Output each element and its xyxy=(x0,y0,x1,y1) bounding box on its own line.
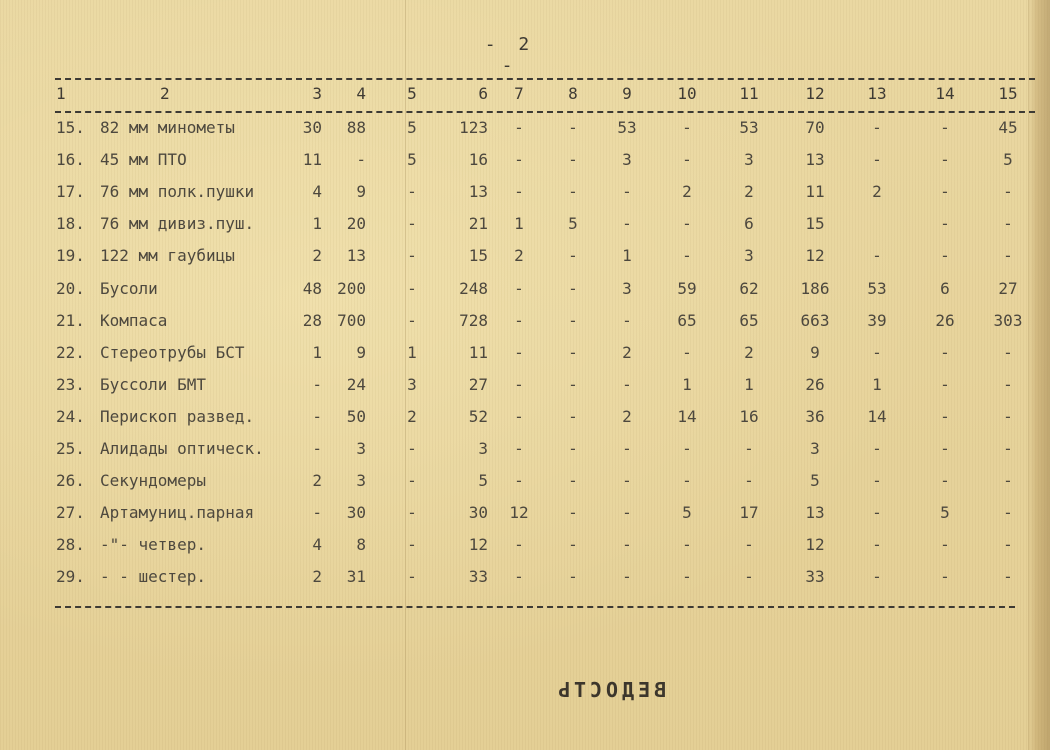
table-cell: 4 xyxy=(312,182,322,201)
table-cell: - xyxy=(568,375,578,394)
table-cell: - xyxy=(1003,567,1013,586)
row-number: 18. xyxy=(56,214,85,233)
table-cell: 1 xyxy=(744,375,754,394)
table-cell: - xyxy=(568,118,578,137)
table-row xyxy=(0,533,1050,563)
column-header: 2 xyxy=(160,84,170,103)
table-cell: - xyxy=(568,246,578,265)
table-cell: - xyxy=(872,150,882,169)
table-cell: - xyxy=(872,503,882,522)
table-cell: 21 xyxy=(468,214,488,233)
table-cell: - xyxy=(407,503,417,522)
table-row xyxy=(0,244,1050,274)
table-cell: - xyxy=(514,535,524,554)
table-row xyxy=(0,501,1050,531)
mirrored-footer-text: ВЕДОСТЬ xyxy=(553,678,667,702)
table-cell: - xyxy=(744,471,754,490)
table-cell: - xyxy=(622,214,632,233)
column-header: 14 xyxy=(935,84,955,103)
row-number: 26. xyxy=(56,471,85,490)
item-name: 45 мм ПТО xyxy=(100,150,187,169)
table-cell: - xyxy=(568,311,578,330)
item-name: Буссоли БМТ xyxy=(100,375,206,394)
item-name: Секундомеры xyxy=(100,471,206,490)
table-row xyxy=(0,212,1050,242)
table-cell: 26 xyxy=(935,311,955,330)
table-cell: - xyxy=(1003,471,1013,490)
table-cell: 24 xyxy=(346,375,366,394)
table-row xyxy=(0,341,1050,371)
table-cell: - xyxy=(744,439,754,458)
row-number: 25. xyxy=(56,439,85,458)
table-cell: - xyxy=(682,439,692,458)
table-cell: 12 xyxy=(805,246,825,265)
table-cell: 5 xyxy=(940,503,950,522)
column-header: 9 xyxy=(622,84,632,103)
table-cell: 2 xyxy=(622,407,632,426)
table-cell: - xyxy=(1003,343,1013,362)
table-cell: - xyxy=(407,311,417,330)
item-name: Стереотрубы БСТ xyxy=(100,343,245,362)
table-cell: - xyxy=(940,439,950,458)
table-cell: 48 xyxy=(302,279,322,298)
table-cell: - xyxy=(682,343,692,362)
table-cell: 13 xyxy=(346,246,366,265)
table-cell: - xyxy=(568,182,578,201)
table-cell: 1 xyxy=(682,375,692,394)
table-cell: 2 xyxy=(622,343,632,362)
column-header: 3 xyxy=(312,84,322,103)
table-cell: - xyxy=(312,439,322,458)
table-cell: 13 xyxy=(805,150,825,169)
table-row xyxy=(0,309,1050,339)
table-cell: - xyxy=(940,567,950,586)
item-name: 76 мм полк.пушки xyxy=(100,182,255,201)
table-cell: - xyxy=(872,471,882,490)
column-header: 15 xyxy=(998,84,1018,103)
table-cell: - xyxy=(514,407,524,426)
table-cell: - xyxy=(682,535,692,554)
table-cell: - xyxy=(407,439,417,458)
table-cell: - xyxy=(872,118,882,137)
table-cell: - xyxy=(682,118,692,137)
table-cell: - xyxy=(940,343,950,362)
table-cell: - xyxy=(872,567,882,586)
table-cell: 9 xyxy=(356,343,366,362)
table-cell: 1 xyxy=(514,214,524,233)
table-cell: 5 xyxy=(478,471,488,490)
table-cell: - xyxy=(872,439,882,458)
table-cell: 2 xyxy=(312,471,322,490)
table-cell: - xyxy=(568,567,578,586)
table-cell: 45 xyxy=(998,118,1018,137)
table-cell: - xyxy=(1003,439,1013,458)
column-header: 4 xyxy=(356,84,366,103)
table-header-row xyxy=(0,82,1050,112)
item-name: Бусоли xyxy=(100,279,158,298)
table-cell: 1 xyxy=(407,343,417,362)
table-cell: - xyxy=(622,182,632,201)
table-cell: - xyxy=(407,214,417,233)
table-cell: 9 xyxy=(356,182,366,201)
table-cell: 5 xyxy=(407,150,417,169)
table-cell: 663 xyxy=(800,311,830,330)
column-header: 5 xyxy=(407,84,417,103)
table-cell: - xyxy=(514,118,524,137)
table-cell: 2 xyxy=(312,567,322,586)
table-cell: 2 xyxy=(744,182,754,201)
table-cell: 3 xyxy=(356,471,366,490)
table-cell: - xyxy=(940,118,950,137)
table-cell: 2 xyxy=(514,246,524,265)
table-cell: - xyxy=(568,503,578,522)
table-cell: - xyxy=(1003,503,1013,522)
row-number: 22. xyxy=(56,343,85,362)
table-cell: 5 xyxy=(407,118,417,137)
table-cell: 5 xyxy=(810,471,820,490)
page-number: - 2 - xyxy=(484,34,536,76)
table-cell: - xyxy=(622,471,632,490)
table-cell: - xyxy=(940,246,950,265)
table-cell: - xyxy=(744,567,754,586)
row-number: 24. xyxy=(56,407,85,426)
table-cell: 3 xyxy=(622,150,632,169)
table-cell: - xyxy=(407,471,417,490)
table-cell: 36 xyxy=(805,407,825,426)
table-cell: 2 xyxy=(744,343,754,362)
table-cell: - xyxy=(940,407,950,426)
table-cell: 31 xyxy=(346,567,366,586)
table-row xyxy=(0,148,1050,178)
table-cell: - xyxy=(407,535,417,554)
table-cell: 53 xyxy=(739,118,759,137)
table-cell: 4 xyxy=(312,535,322,554)
table-cell: - xyxy=(356,150,366,169)
table-cell: 2 xyxy=(407,407,417,426)
table-cell: 3 xyxy=(744,150,754,169)
table-cell: 303 xyxy=(993,311,1023,330)
table-cell: 28 xyxy=(302,311,322,330)
table-cell: - xyxy=(407,246,417,265)
table-cell: 5 xyxy=(568,214,578,233)
table-cell: - xyxy=(1003,407,1013,426)
table-cell: - xyxy=(872,535,882,554)
table-cell: 2 xyxy=(872,182,882,201)
table-cell: 15 xyxy=(805,214,825,233)
row-number: 21. xyxy=(56,311,85,330)
table-cell: - xyxy=(568,407,578,426)
table-cell: 1 xyxy=(622,246,632,265)
table-cell: 50 xyxy=(346,407,366,426)
table-cell: 62 xyxy=(739,279,759,298)
table-cell: - xyxy=(514,343,524,362)
table-cell: - xyxy=(407,182,417,201)
row-number: 16. xyxy=(56,150,85,169)
table-cell: - xyxy=(744,535,754,554)
table-cell: 6 xyxy=(744,214,754,233)
table-cell: 14 xyxy=(867,407,887,426)
table-cell: - xyxy=(568,471,578,490)
item-name: Артамуниц.парная xyxy=(100,503,255,522)
table-cell: - xyxy=(622,311,632,330)
table-cell: 88 xyxy=(346,118,366,137)
table-cell: 52 xyxy=(468,407,488,426)
item-name: -"- четвер. xyxy=(100,535,206,554)
table-cell: 33 xyxy=(468,567,488,586)
table-cell: - xyxy=(568,343,578,362)
table-cell: 3 xyxy=(407,375,417,394)
table-row xyxy=(0,277,1050,307)
table-cell: 3 xyxy=(810,439,820,458)
table-cell: 33 xyxy=(805,567,825,586)
table-cell: - xyxy=(514,567,524,586)
table-cell: - xyxy=(940,471,950,490)
table-cell: - xyxy=(568,535,578,554)
table-cell: 11 xyxy=(805,182,825,201)
column-header: 12 xyxy=(805,84,825,103)
table-cell: - xyxy=(312,375,322,394)
table-cell: - xyxy=(514,375,524,394)
table-cell: - xyxy=(682,246,692,265)
table-cell: 728 xyxy=(459,311,488,330)
table-cell: 14 xyxy=(677,407,697,426)
table-cell: 70 xyxy=(805,118,825,137)
table-cell: 53 xyxy=(867,279,887,298)
column-header: 11 xyxy=(739,84,759,103)
table-row xyxy=(0,565,1050,595)
table-cell: - xyxy=(514,150,524,169)
table-row xyxy=(0,437,1050,467)
table-cell: - xyxy=(622,439,632,458)
table-cell: - xyxy=(872,246,882,265)
table-cell: 8 xyxy=(356,535,366,554)
table-cell: - xyxy=(622,503,632,522)
table-cell: 1 xyxy=(312,214,322,233)
column-header: 10 xyxy=(677,84,697,103)
table-cell: 12 xyxy=(805,535,825,554)
table-cell: 3 xyxy=(622,279,632,298)
table-cell: 12 xyxy=(509,503,529,522)
item-name: Перископ развед. xyxy=(100,407,255,426)
item-name: 76 мм дивиз.пуш. xyxy=(100,214,255,233)
row-number: 27. xyxy=(56,503,85,522)
table-cell: - xyxy=(407,567,417,586)
table-cell: 3 xyxy=(478,439,488,458)
row-number: 17. xyxy=(56,182,85,201)
column-header: 8 xyxy=(568,84,578,103)
table-cell: 1 xyxy=(872,375,882,394)
table-cell: 2 xyxy=(312,246,322,265)
table-cell: 3 xyxy=(744,246,754,265)
table-cell: 30 xyxy=(346,503,366,522)
table-cell: - xyxy=(940,535,950,554)
table-cell: 30 xyxy=(468,503,488,522)
item-name: Компаса xyxy=(100,311,168,330)
column-header: 6 xyxy=(478,84,488,103)
table-cell: - xyxy=(514,182,524,201)
table-cell: 13 xyxy=(468,182,488,201)
table-cell: 123 xyxy=(459,118,488,137)
table-cell: - xyxy=(682,214,692,233)
table-cell: 17 xyxy=(739,503,759,522)
table-cell: 9 xyxy=(810,343,820,362)
table-cell: - xyxy=(1003,375,1013,394)
table-cell: - xyxy=(514,471,524,490)
table-row xyxy=(0,180,1050,210)
table-cell: - xyxy=(407,279,417,298)
table-cell: - xyxy=(682,471,692,490)
column-header: 7 xyxy=(514,84,524,103)
table-cell: 5 xyxy=(682,503,692,522)
table-row xyxy=(0,469,1050,499)
row-number: 23. xyxy=(56,375,85,394)
table-cell: - xyxy=(940,375,950,394)
table-cell: 16 xyxy=(739,407,759,426)
table-cell: 6 xyxy=(940,279,950,298)
table-cell: - xyxy=(514,311,524,330)
table-cell: 59 xyxy=(677,279,697,298)
table-cell: - xyxy=(1003,535,1013,554)
table-cell: 5 xyxy=(1003,150,1013,169)
row-number: 15. xyxy=(56,118,85,137)
table-cell: - xyxy=(940,150,950,169)
table-cell: 16 xyxy=(468,150,488,169)
table-cell: 248 xyxy=(459,279,488,298)
row-number: 29. xyxy=(56,567,85,586)
table-cell: - xyxy=(1003,182,1013,201)
table-cell: 3 xyxy=(356,439,366,458)
table-cell: 15 xyxy=(468,246,488,265)
table-cell: - xyxy=(514,439,524,458)
table-cell: - xyxy=(622,375,632,394)
table-cell: - xyxy=(940,182,950,201)
table-cell: - xyxy=(1003,214,1013,233)
table-cell: - xyxy=(1003,246,1013,265)
table-cell: - xyxy=(622,535,632,554)
table-cell: - xyxy=(682,567,692,586)
table-cell: - xyxy=(568,150,578,169)
item-name: 122 мм гаубицы xyxy=(100,246,235,265)
table-cell: 53 xyxy=(617,118,637,137)
table-cell: 200 xyxy=(337,279,366,298)
table-cell: 20 xyxy=(346,214,366,233)
table-cell: - xyxy=(872,343,882,362)
table-cell: 13 xyxy=(805,503,825,522)
table-cell: 186 xyxy=(800,279,830,298)
item-name: Алидады оптическ. xyxy=(100,439,264,458)
column-header: 1 xyxy=(56,84,66,103)
table-cell: 26 xyxy=(805,375,825,394)
item-name: 82 мм минометы xyxy=(100,118,235,137)
table-cell: - xyxy=(940,214,950,233)
table-cell: 11 xyxy=(302,150,322,169)
table-cell: 11 xyxy=(468,343,488,362)
table-cell: - xyxy=(568,279,578,298)
table-cell: 27 xyxy=(468,375,488,394)
table-cell: 65 xyxy=(677,311,697,330)
table-cell: 1 xyxy=(312,343,322,362)
table-row xyxy=(0,373,1050,403)
table-cell: - xyxy=(622,567,632,586)
table-cell: - xyxy=(568,439,578,458)
table-cell: 700 xyxy=(337,311,366,330)
row-number: 20. xyxy=(56,279,85,298)
table-cell: 27 xyxy=(998,279,1018,298)
table-row xyxy=(0,116,1050,146)
table-row xyxy=(0,405,1050,435)
table-cell: 65 xyxy=(739,311,759,330)
table-cell: 39 xyxy=(867,311,887,330)
table-cell: - xyxy=(312,407,322,426)
table-cell: 12 xyxy=(468,535,488,554)
table-cell: 2 xyxy=(682,182,692,201)
row-number: 28. xyxy=(56,535,85,554)
item-name: - - шестер. xyxy=(100,567,206,586)
row-number: 19. xyxy=(56,246,85,265)
table-cell: 30 xyxy=(302,118,322,137)
table-cell: - xyxy=(682,150,692,169)
table-cell: - xyxy=(312,503,322,522)
table-cell: - xyxy=(514,279,524,298)
column-header: 13 xyxy=(867,84,887,103)
